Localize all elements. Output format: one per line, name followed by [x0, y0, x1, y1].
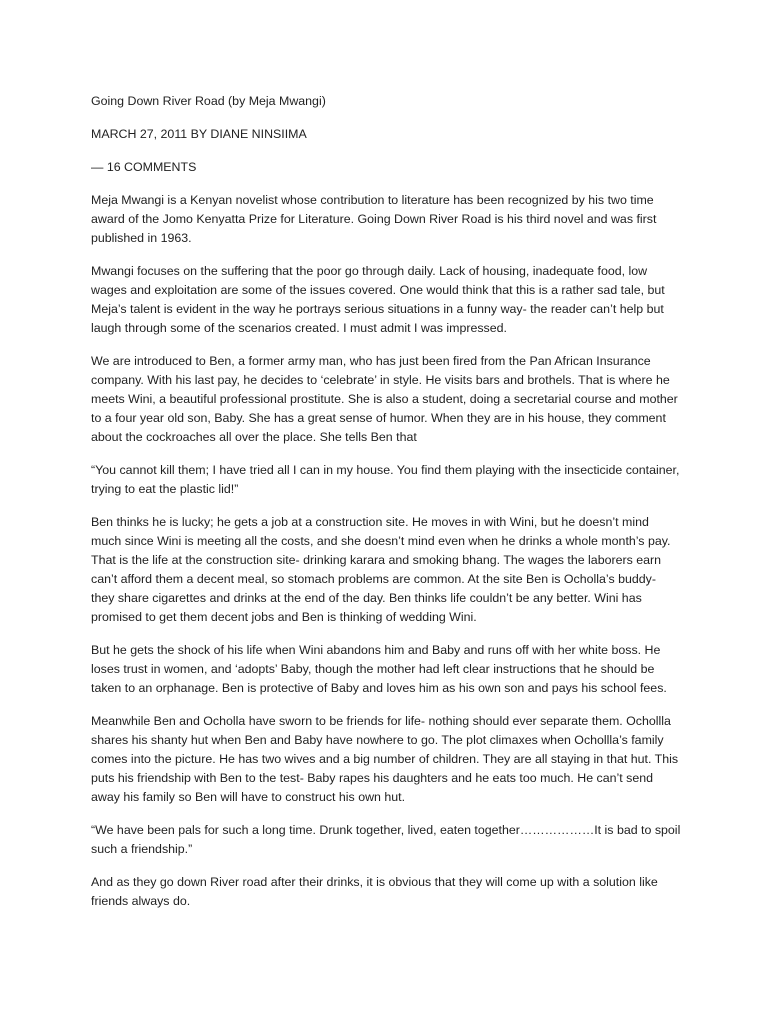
- paragraph: Mwangi focuses on the suffering that the poor go through daily. Lack of housing, inadequate food, low wages and exploitation are some of the issues covered. One would think that this is a rather sad tale, but Meja’s talent is evident in the way he portrays serious situations in a funny way- the reader can’t help but laugh through some of the scenarios created. I must admit I was impressed.: [91, 264, 665, 335]
- comments-count: — 16 COMMENTS: [91, 160, 197, 174]
- paragraph: But he gets the shock of his life when Wini abandons him and Baby and runs off with her white boss. He loses trust in women, and ‘adopts’ Baby, though the mother had left clear instructions that he should be taken to an orphanage. Ben is protective of Baby and loves him as his own son and pays his school fees.: [91, 643, 667, 695]
- paragraph: Meanwhile Ben and Ocholla have sworn to be friends for life- nothing should ever separate them. Ochollla shares his shanty hut when Ben and Baby have nowhere to go. The plot climaxes when Ochollla’s family comes into the picture. He has two wives and a big number of children. They are all staying in that hut. This puts his friendship with Ben to the test- Baby rapes his daughters and he eats too much. He can’t send away his family so Ben will have to construct his own hut.: [91, 714, 679, 804]
- quote-paragraph: “You cannot kill them; I have tried all I can in my house. You find them playing with the insecticide container, trying to eat the plastic lid!”: [91, 463, 680, 496]
- quote-paragraph: “We have been pals for such a long time. Drunk together, lived, eaten together………………It is bad to spoil such a friendship.”: [91, 823, 681, 856]
- document-page: [91, 92, 681, 925]
- paragraph: Meja Mwangi is a Kenyan novelist whose contribution to literature has been recognized by his two time award of the Jomo Kenyatta Prize for Literature. Going Down River Road is his third novel and was first published in 1963.: [91, 193, 657, 245]
- byline: MARCH 27, 2011 BY DIANE NINSIIMA: [91, 127, 307, 141]
- paragraph: And as they go down River road after their drinks, it is obvious that they will come up with a solution like friends always do.: [91, 875, 658, 908]
- paragraph: Ben thinks he is lucky; he gets a job at a construction site. He moves in with Wini, but he doesn’t mind much since Wini is meeting all the costs, and she doesn’t mind even when he drinks a whole month’s pay. That is the life at the construction site- drinking karara and smoking bhang. The wages the laborers earn can’t afford them a decent meal, so stomach problems are common. At the site Ben is Ocholla’s buddy- they share cigarettes and drinks at the end of the day. Ben thinks life couldn’t be any better. Wini has promised to get them decent jobs and Ben is thinking of wedding Wini.: [91, 515, 671, 624]
- paragraph: We are introduced to Ben, a former army man, who has just been fired from the Pan African Insurance company. With his last pay, he decides to ‘celebrate’ in style. He visits bars and brothels. That is where he meets Wini, a beautiful professional prostitute. She is also a student, doing a secretarial course and mother to a four year old son, Baby. She has a great sense of humor. When they are in his house, they comment about the cockroaches all over the place. She tells Ben that: [91, 354, 678, 444]
- document-title: Going Down River Road (by Meja Mwangi): [91, 94, 326, 108]
